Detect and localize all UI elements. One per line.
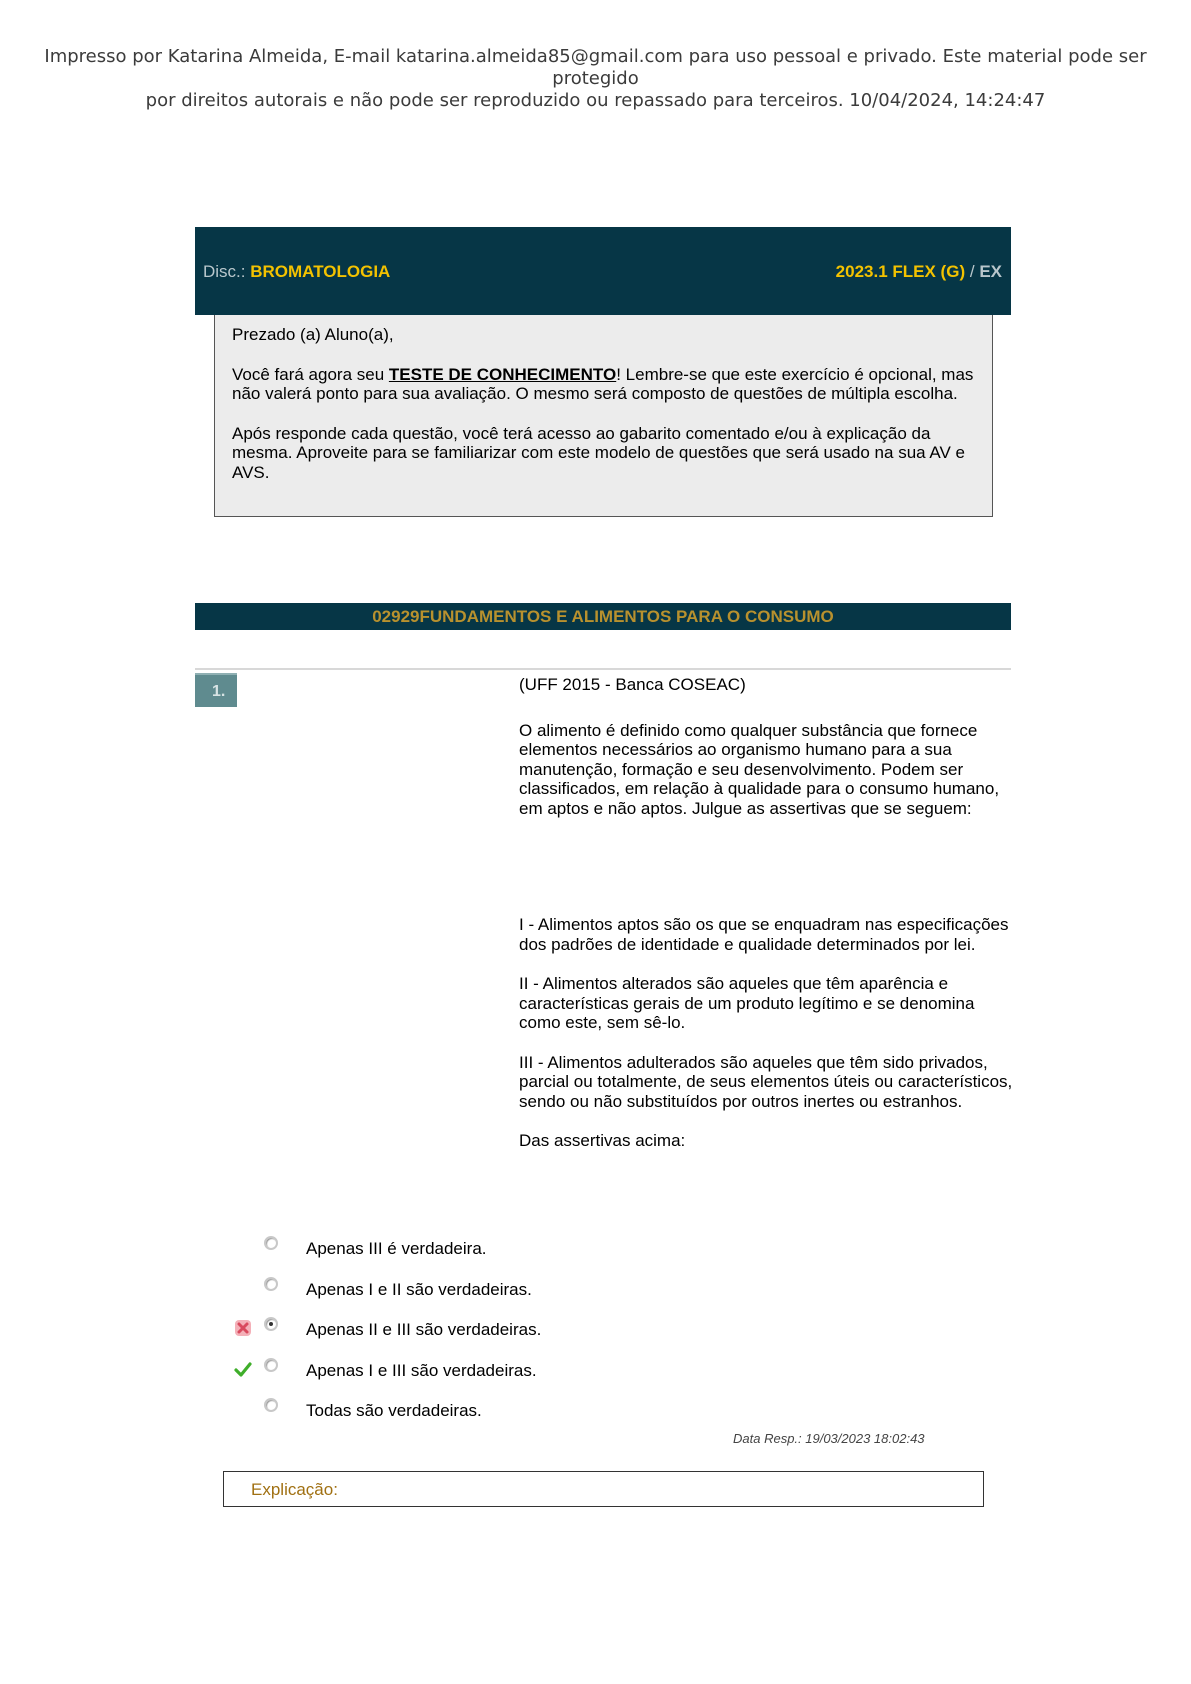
intro-p1-before: Você fará agora seu bbox=[232, 364, 389, 384]
question-source: (UFF 2015 - Banca COSEAC) bbox=[519, 675, 746, 694]
answer-options bbox=[234, 1236, 834, 1439]
intro-paragraph-1 bbox=[232, 365, 975, 404]
discipline-period bbox=[836, 262, 1002, 282]
option-2[interactable] bbox=[234, 1277, 834, 1318]
discipline-name: BROMATOLOGIA bbox=[250, 262, 391, 281]
explanation-label: Explicação: bbox=[251, 1480, 338, 1499]
option-1[interactable] bbox=[234, 1236, 834, 1277]
option-label: Todas são verdadeiras. bbox=[306, 1401, 482, 1420]
period-code: 2023.1 FLEX (G) bbox=[835, 262, 966, 281]
response-date: Data Resp.: 19/03/2023 18:02:43 bbox=[733, 1431, 925, 1446]
assertion-2: II - Alimentos alterados são aqueles que têm aparência e características gerais de um produto legítimo e se denomina como este, sem sê-lo. bbox=[519, 974, 975, 1032]
explanation-box[interactable] bbox=[223, 1471, 984, 1507]
option-label: Apenas II e III são verdadeiras. bbox=[306, 1320, 542, 1339]
discipline-prefix: Disc.: bbox=[203, 262, 246, 281]
radio-option-1[interactable] bbox=[264, 1236, 278, 1250]
question-statement: O alimento é definido como qualquer substância que fornece elementos necessários ao organismo humano para a sua manutenção, formação e seu desenvolvimento. Podem ser classificados, em relação à qualidade para o consumo humano, em aptos e não aptos. Julgue as assertivas que se seguem: bbox=[519, 720, 1000, 818]
exercise-type: EX bbox=[979, 262, 1002, 281]
intro-notice bbox=[214, 315, 993, 517]
assertion-3: III - Alimentos adulterados são aqueles que têm sido privados, parcial ou totalmente, de seus elementos úteis ou característicos, sendo ou não substituídos por outros inertes ou estranhos. bbox=[519, 1052, 1013, 1111]
intro-greeting: Prezado (a) Aluno(a), bbox=[232, 325, 394, 344]
option-label: Apenas III é verdadeira. bbox=[306, 1239, 487, 1258]
question-number: 1. bbox=[195, 673, 237, 707]
question-prompt: Das assertivas acima: bbox=[519, 1131, 686, 1150]
intro-p1-after: ! Lembre-se que este exercício é opcional, mas não valerá ponto para sua avaliação. O mesmo será composto de questões de múltipla escolha. bbox=[232, 364, 974, 403]
watermark-line-1: Impresso por Katarina Almeida, E-mail katarina.almeida85@gmail.com para uso pessoal e privado. Este material pode ser protegido bbox=[44, 46, 1147, 89]
section-title: 02929FUNDAMENTOS E ALIMENTOS PARA O CONSUMO bbox=[195, 603, 1011, 630]
spacer bbox=[519, 838, 1013, 915]
radio-option-5[interactable] bbox=[264, 1398, 278, 1412]
correct-icon bbox=[234, 1360, 252, 1378]
radio-option-2[interactable] bbox=[264, 1277, 278, 1291]
watermark-line-2: por direitos autorais e não pode ser reproduzido ou repassado para terceiros. 10/04/2024, 14:24:47 bbox=[145, 90, 1046, 111]
wrong-icon bbox=[234, 1319, 252, 1337]
print-watermark bbox=[0, 46, 1191, 112]
assertion-1: I - Alimentos aptos são os que se enquadram nas especificações dos padrões de identidade e qualidade determinados por lei. bbox=[519, 915, 1009, 954]
radio-option-4[interactable] bbox=[264, 1358, 278, 1372]
option-3[interactable] bbox=[234, 1317, 834, 1358]
question-divider bbox=[195, 668, 1011, 670]
option-4[interactable] bbox=[234, 1358, 834, 1399]
intro-highlight: TESTE DE CONHECIMENTO bbox=[388, 364, 617, 384]
period-separator: / bbox=[969, 262, 975, 281]
radio-option-3[interactable] bbox=[264, 1317, 278, 1331]
option-label: Apenas I e III são verdadeiras. bbox=[306, 1360, 537, 1380]
question-text bbox=[519, 675, 1013, 1171]
option-label: Apenas I e II são verdadeiras. bbox=[306, 1279, 532, 1299]
discipline-header bbox=[195, 227, 1011, 315]
intro-paragraph-2: Após responde cada questão, você terá acesso ao gabarito comentado e/ou à explicação da mesma. Aproveite para se familiarizar com este modelo de questões que será usado na sua AV e AVS. bbox=[232, 423, 965, 482]
discipline-title bbox=[203, 262, 390, 282]
